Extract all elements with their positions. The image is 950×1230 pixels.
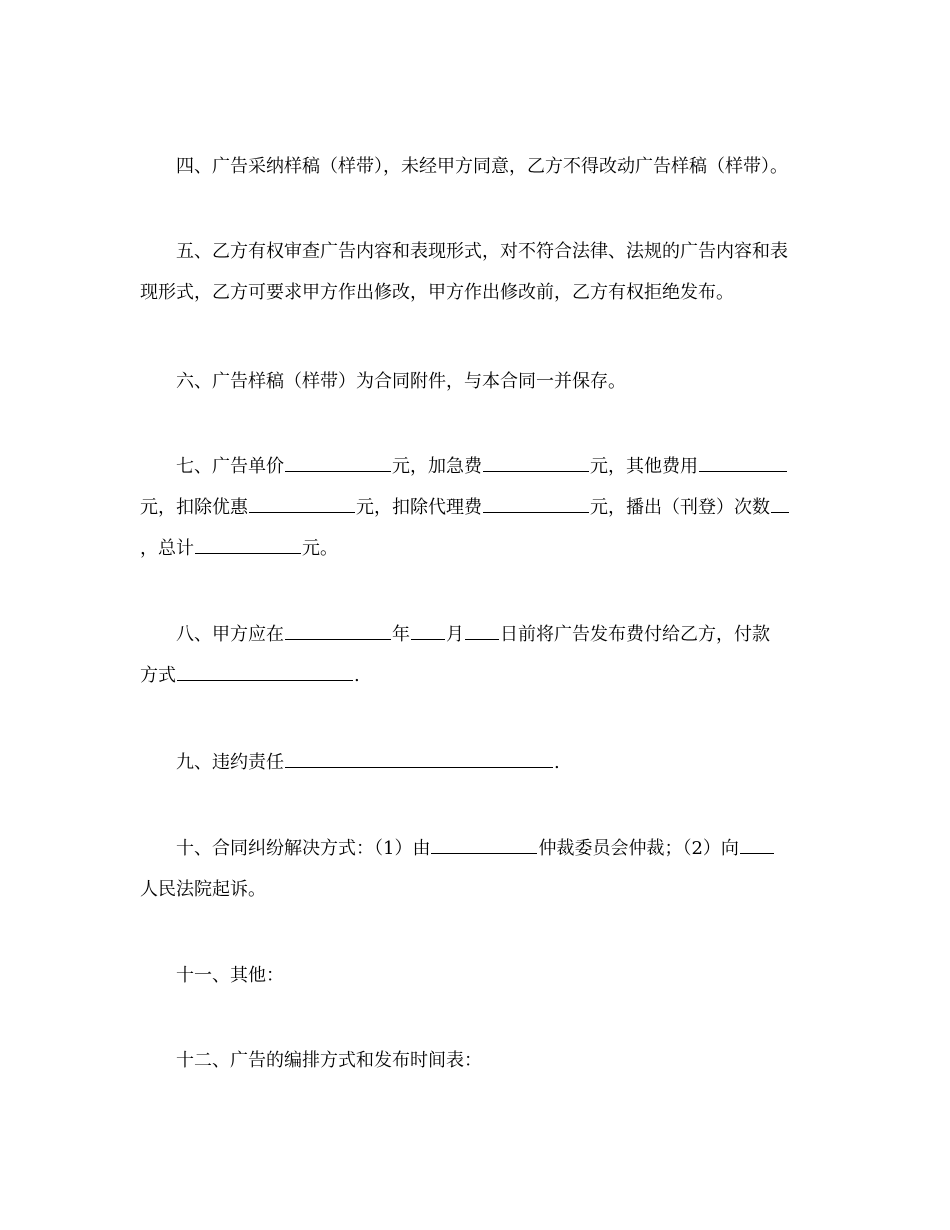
arbitration-commission-blank[interactable] <box>431 831 537 854</box>
clause-8-month-label: 月 <box>446 624 464 645</box>
clause-7-line-3 <box>140 528 812 569</box>
payment-month-blank[interactable] <box>411 617 445 640</box>
clause-7-broadcast-count-label: 元，播出（刊登）次数 <box>590 497 770 518</box>
clause-8 <box>140 614 812 696</box>
payment-day-blank[interactable] <box>465 617 499 640</box>
court-blank[interactable] <box>740 831 774 854</box>
total-blank[interactable] <box>195 531 301 554</box>
breach-liability-blank[interactable] <box>285 745 553 768</box>
other-fee-blank[interactable] <box>699 449 787 472</box>
clause-10-line-1 <box>140 828 812 869</box>
clause-9 <box>140 742 812 783</box>
clause-7-total-unit: 元。 <box>302 538 338 559</box>
clause-12-text: 十二、广告的编排方式和发布时间表： <box>176 1050 482 1071</box>
clause-8-line-2 <box>140 655 812 696</box>
clause-8-lead-label: 八、甲方应在 <box>176 624 284 645</box>
clause-6 <box>140 361 812 402</box>
clause-5-line-2: 现形式，乙方可要求甲方作出修改，甲方作出修改前，乙方有权拒绝发布。 <box>140 282 734 303</box>
clause-4 <box>140 146 812 187</box>
clause-11-text: 十一、其他： <box>176 965 284 986</box>
clause-7-rush-fee-label: 元，加急费 <box>392 456 482 477</box>
clause-10-line-2: 人民法院起诉。 <box>140 879 266 900</box>
clause-10-mid-label: 仲裁委员会仲裁；（2）向 <box>538 838 739 859</box>
clause-7-total-label: ，总计 <box>140 538 194 559</box>
clause-10 <box>140 828 812 910</box>
clause-9-end-period: . <box>554 752 560 773</box>
clause-12 <box>140 1040 812 1081</box>
rush-fee-blank[interactable] <box>483 449 589 472</box>
clause-8-year-label: 年 <box>392 624 410 645</box>
clause-8-method-label: 方式 <box>140 665 176 686</box>
clause-11 <box>140 955 812 996</box>
agency-fee-blank[interactable] <box>483 490 589 513</box>
clause-7-other-fee-label: 元，其他费用 <box>590 456 698 477</box>
clause-7-unit-price-label: 七、广告单价 <box>176 456 284 477</box>
clause-4-text: 四、广告采纳样稿（样带），未经甲方同意，乙方不得改动广告样稿（样带）。 <box>176 156 788 177</box>
clause-5-line-1: 五、乙方有权审查广告内容和表现形式，对不符合法律、法规的广告内容和表 <box>176 241 788 262</box>
clause-7-discount-label: 元，扣除优惠 <box>140 497 248 518</box>
clause-9-label: 九、违约责任 <box>176 752 284 773</box>
clause-10-lead-label: 十、合同纠纷解决方式：（1）由 <box>176 838 431 859</box>
clause-7-line-2 <box>140 487 812 528</box>
clause-7-agency-fee-label: 元，扣除代理费 <box>356 497 482 518</box>
clause-6-text: 六、广告样稿（样带）为合同附件，与本合同一并保存。 <box>176 371 626 392</box>
clause-8-line-1 <box>140 614 812 655</box>
clause-7 <box>140 446 812 569</box>
clause-7-line-1 <box>140 446 812 487</box>
broadcast-count-blank[interactable] <box>771 490 789 513</box>
clause-5 <box>140 231 812 313</box>
clause-8-day-label: 日前将广告发布费付给乙方，付款 <box>500 624 770 645</box>
clause-9-line-1 <box>140 742 812 783</box>
discount-blank[interactable] <box>249 490 355 513</box>
payment-year-blank[interactable] <box>285 617 391 640</box>
clause-8-end-period: . <box>354 665 360 686</box>
unit-price-blank[interactable] <box>285 449 391 472</box>
payment-method-blank[interactable] <box>177 658 353 681</box>
